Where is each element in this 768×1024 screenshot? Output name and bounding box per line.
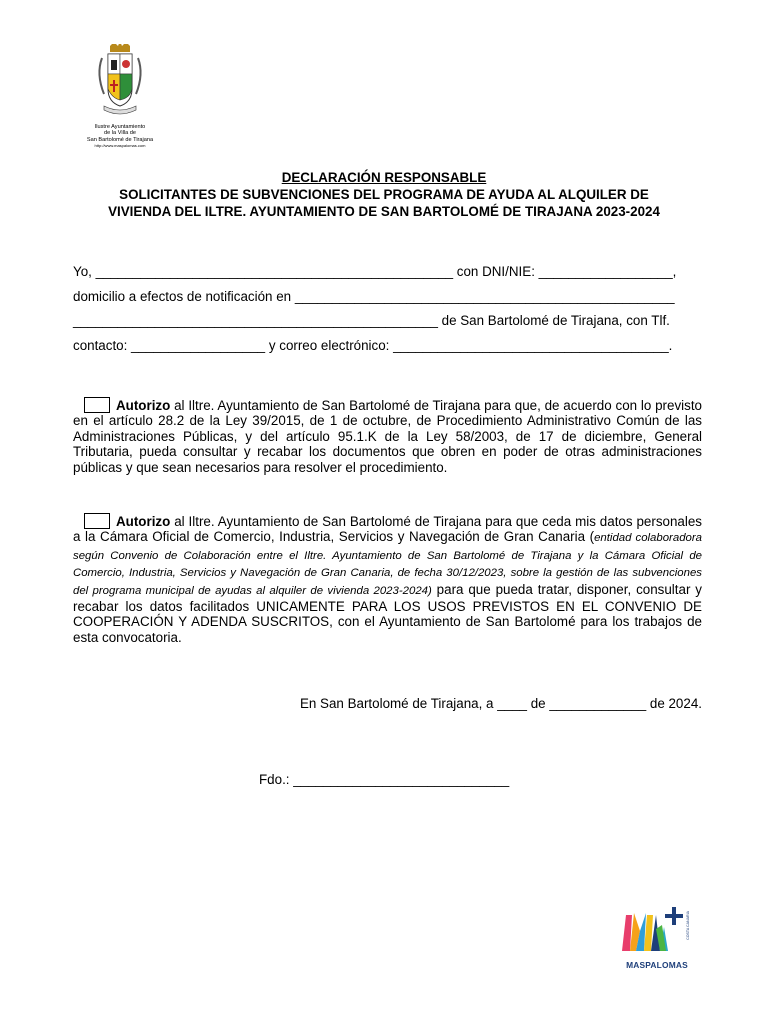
title-subtitle-line2: VIVIENDA DEL ILTRE. AYUNTAMIENTO DE SAN BARTOLOMÉ DE TIRAJANA 2023-2024 bbox=[108, 204, 660, 219]
maspalomas-mark-icon bbox=[620, 905, 686, 955]
authorize-label: Autorizo bbox=[116, 398, 171, 413]
crest-caption bbox=[78, 124, 162, 143]
document-title bbox=[0, 169, 768, 220]
signature-line[interactable]: Fdo.: _____________________________ bbox=[259, 772, 510, 787]
authorization-transfer-checkbox[interactable] bbox=[84, 513, 110, 529]
title-subtitle-line1: SOLICITANTES DE SUBVENCIONES DEL PROGRAMA DE AYUDA AL ALQUILER DE bbox=[119, 187, 649, 202]
address-line[interactable]: domicilio a efectos de notificación en ___________________________________________________ bbox=[73, 288, 675, 304]
authorize-label: Autorizo bbox=[116, 514, 171, 529]
agreement-note: entidad colaboradora según Convenio de Colaboración entre el Iltre. Ayuntamiento de San Bartolomé de Tirajana y la Cámara Oficial de Comercio, Industria, Servicios y Navegación de Gran Canaria, de fecha 30/12/2023, sobre la gestión de las subvenciones del programa municipal de ayudas al alquiler de vivienda 2023-2024) bbox=[73, 532, 702, 597]
authorization-data-transfer bbox=[73, 513, 702, 645]
coat-of-arms-icon bbox=[90, 44, 150, 124]
crest-caption-line: San Bartolomé de Tirajana bbox=[86, 136, 154, 143]
authorization-consult-text: al Iltre. Ayuntamiento de San Bartolomé de Tirajana para que, de acuerdo con lo previsto en el artículo 28.2 de la Ley 39/2015, de 1 de octubre, de Procedimiento Administrativo Común de las Administraciones Públicas, y del artículo 95.1.K de la Ley 58/2003, de 17 de diciembre, General Tributaria, pueda consultar y recabar los documentos que obren en poder de otras administraciones públicas y que sean necesarios para resolver el procedimiento. bbox=[73, 398, 702, 475]
name-dni-line[interactable]: Yo, ________________________________________________ con DNI/NIE: __________________, bbox=[73, 264, 677, 279]
place-date-line[interactable]: En San Bartolomé de Tirajana, a ____ de _____________ de 2024. bbox=[299, 696, 702, 711]
authorization-paragraph bbox=[73, 397, 702, 475]
title-declaration: DECLARACIÓN RESPONSABLE bbox=[281, 170, 487, 185]
authorization-consult-checkbox[interactable] bbox=[84, 397, 110, 413]
authorization-transfer-text: al Iltre. Ayuntamiento de San Bartolomé de Tirajana para que ceda mis datos personales a la Cámara Oficial de Comercio, Industria, Servicios y Navegación de Gran Canaria ( bbox=[73, 514, 702, 545]
applicant-fields bbox=[73, 260, 702, 358]
authorization-transfer-text-end: para que pueda tratar, disponer, consultar y recabar los datos facilitados UNICAMENTE PARA LOS USOS PREVISTOS EN EL CONVENIO DE COOPERACIÓN Y ADENDA SUSCRITOS, con el Ayuntamiento de San Bartolomé para los trabajos de esta convocatoria. bbox=[73, 581, 702, 645]
authorization-consult bbox=[73, 397, 702, 475]
crest-caption-line: Ilustre Ayuntamiento bbox=[94, 124, 146, 130]
contact-email-line[interactable]: contacto: __________________ y correo electrónico: _____________________________________. bbox=[73, 337, 673, 353]
address-continued-line[interactable]: _________________________________________________ de San Bartolomé de Tirajana, con Tlf. bbox=[73, 313, 670, 328]
logo-wordmark: MASPALOMAS bbox=[626, 960, 688, 970]
municipal-crest bbox=[78, 44, 162, 148]
crest-url: http://www.maspalomas.com bbox=[94, 143, 146, 149]
authorization-paragraph bbox=[73, 513, 702, 645]
crest-caption-line: de la Villa de bbox=[104, 130, 136, 137]
maspalomas-logo bbox=[620, 905, 694, 970]
logo-tagline: COSTA CANARIA bbox=[686, 911, 690, 940]
